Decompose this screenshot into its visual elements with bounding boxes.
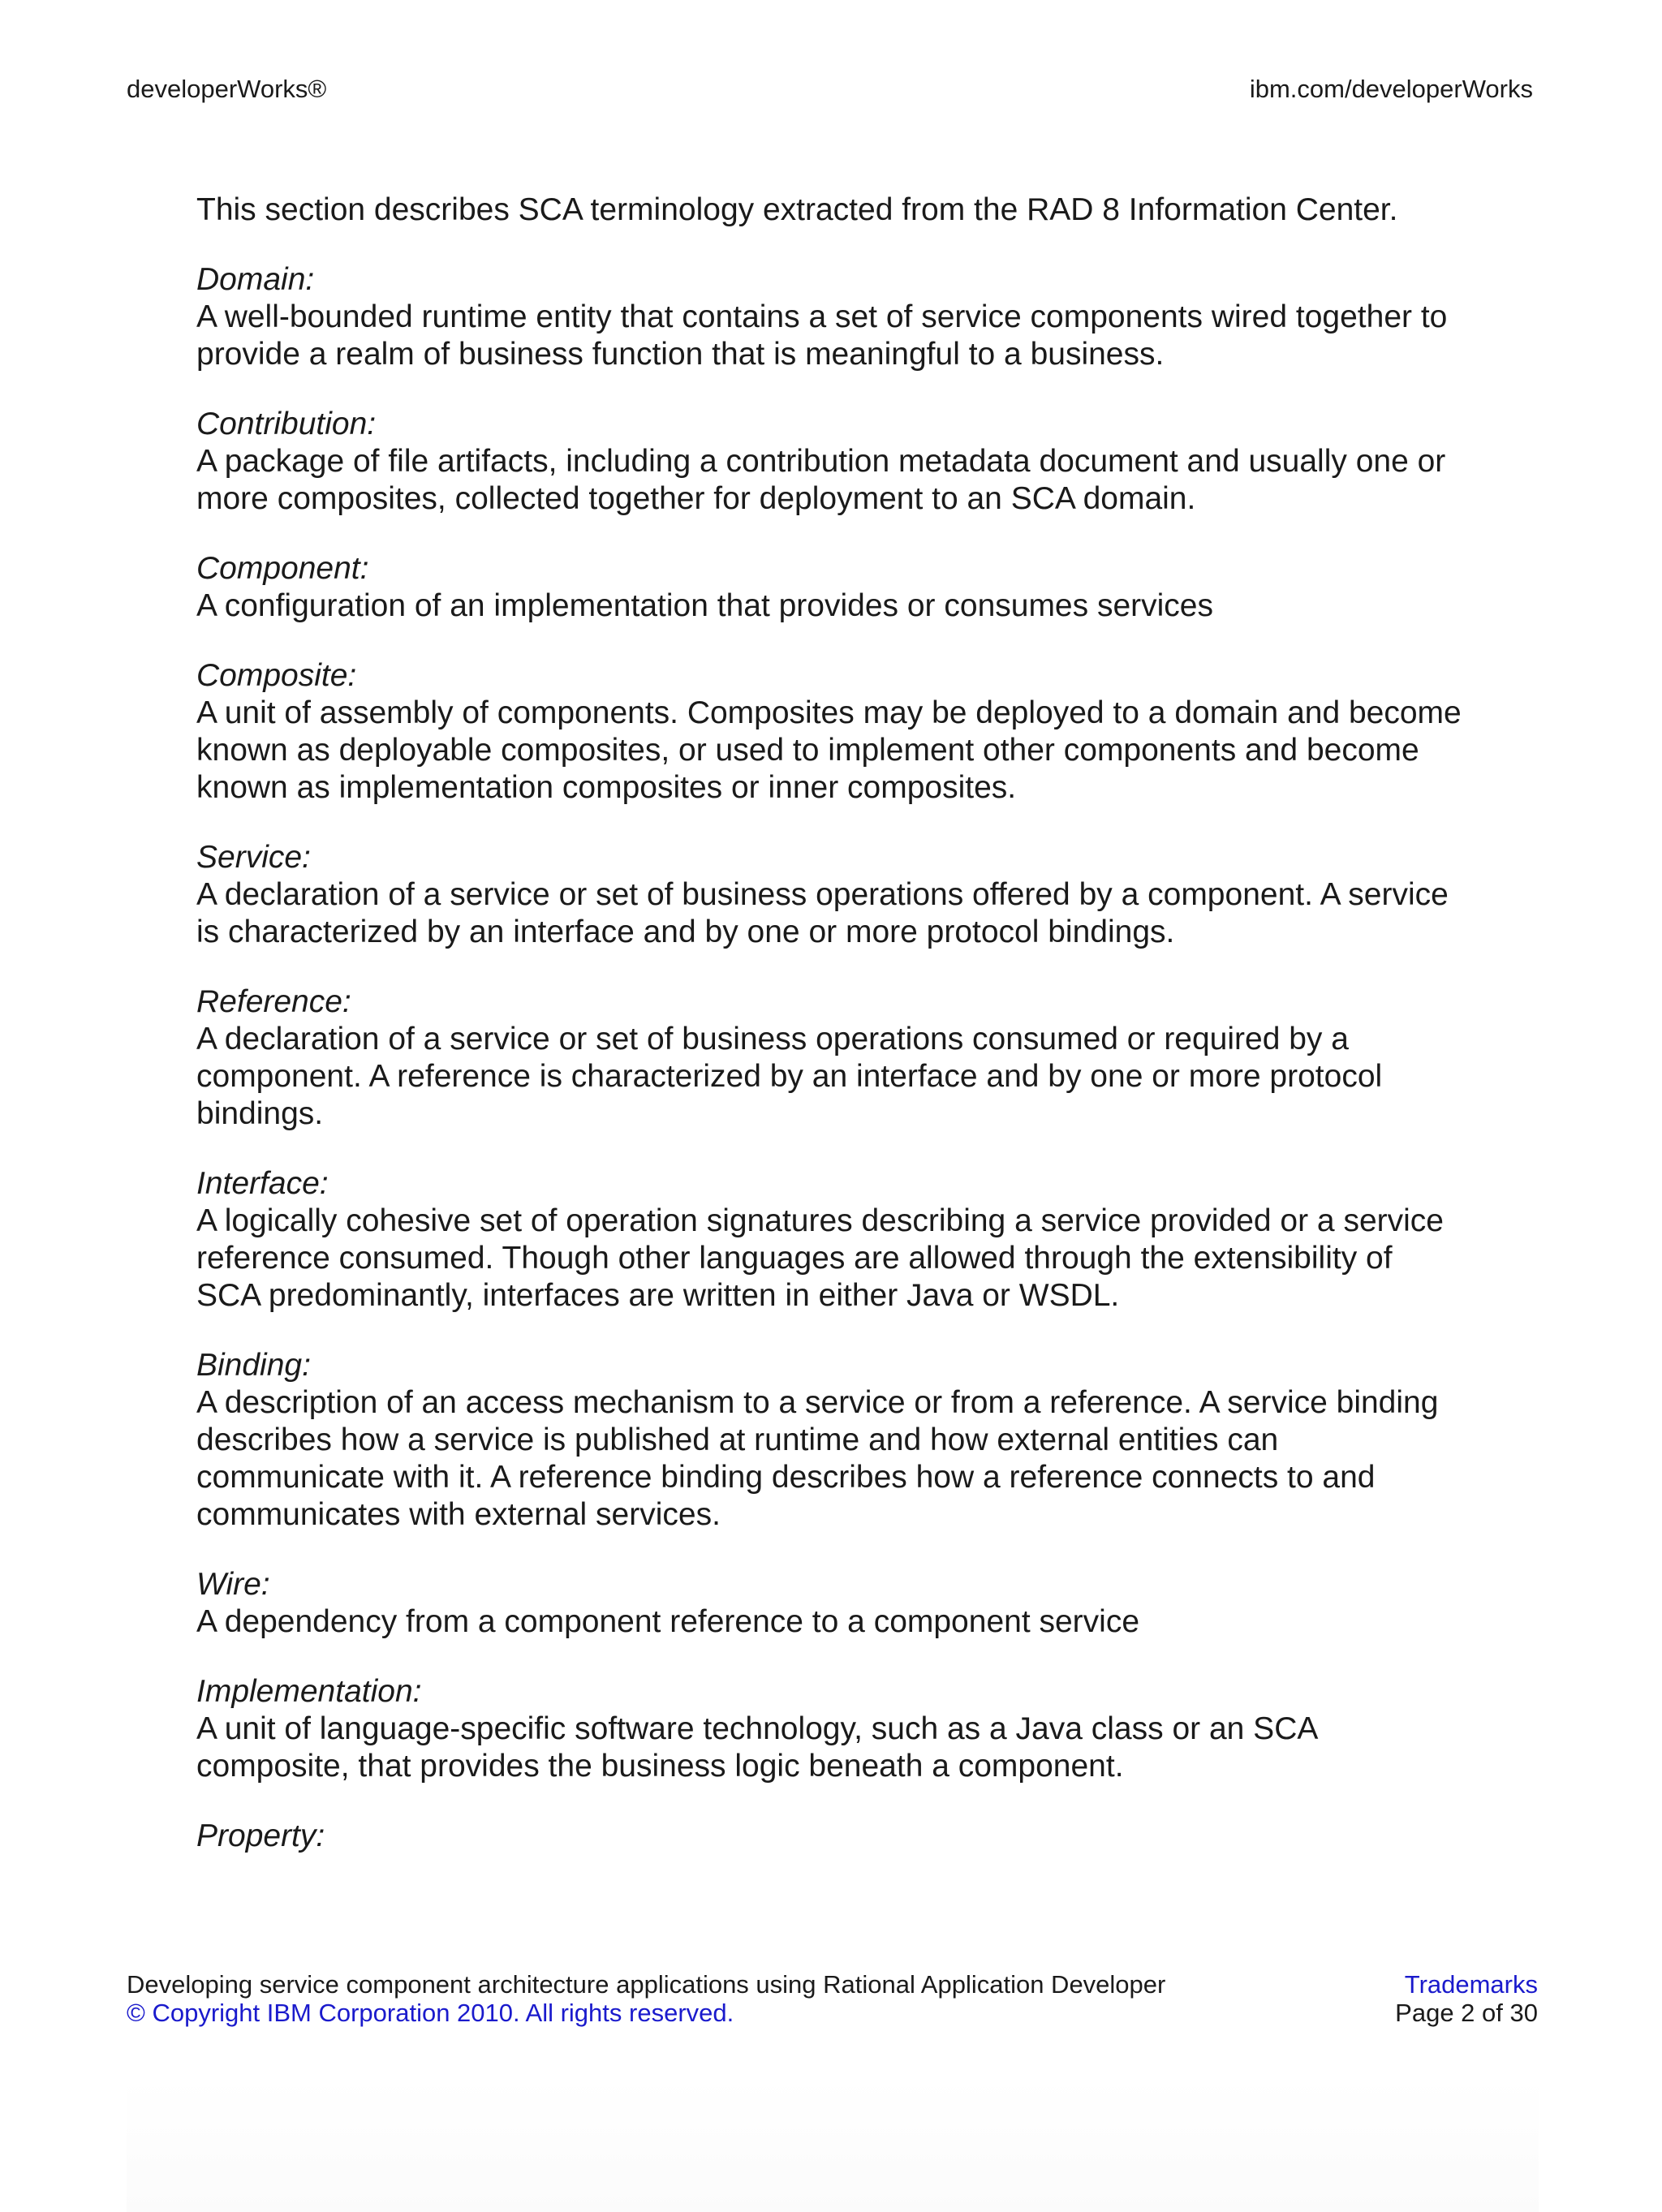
glossary-entry-domain (196, 261, 1462, 373)
term-label: Interface: (196, 1166, 329, 1201)
header-site-url: ibm.com/developerWorks (1249, 75, 1533, 103)
footer-right (1395, 1970, 1538, 2027)
glossary-entry-property (196, 1818, 1462, 1855)
glossary-content (196, 192, 1462, 1887)
glossary-entry-reference (196, 983, 1462, 1133)
term-definition: A logically cohesive set of operation signatures describing a service provided or a service reference consumed. Though other languages are allowed through the extensibility of SCA predominantly, interfaces are written in either Java or WSDL. (196, 1203, 1444, 1313)
page-number: Page 2 of 30 (1395, 1999, 1538, 2027)
glossary-entry-interface (196, 1165, 1462, 1315)
term-label: Contribution: (196, 407, 377, 441)
term-label: Implementation: (196, 1674, 422, 1709)
glossary-entry-implementation (196, 1673, 1462, 1785)
term-definition: A well-bounded runtime entity that contains a set of service components wired together to provide a realm of business function that is meaningful to a business. (196, 299, 1448, 372)
glossary-entry-binding (196, 1347, 1462, 1534)
term-definition: A unit of language-specific software technology, such as a Java class or an SCA composite, that provides the business logic beneath a component. (196, 1711, 1317, 1784)
glossary-entry-composite (196, 657, 1462, 807)
copyright-link[interactable]: © Copyright IBM Corporation 2010. All rights reserved. (127, 1999, 734, 2027)
footer-article-title: Developing service component architecture applications using Rational Application Developer (127, 1970, 1166, 1999)
term-definition: A dependency from a component reference to a component service (196, 1604, 1140, 1639)
term-label: Property: (196, 1818, 325, 1853)
page-bottom-margin (127, 2077, 1539, 2212)
term-label: Binding: (196, 1348, 311, 1383)
term-definition: A package of file artifacts, including a contribution metadata document and usually one or more composites, collected together for deployment to an SCA domain. (196, 444, 1446, 516)
header-brand: developerWorks® (127, 75, 327, 103)
term-label: Domain: (196, 262, 315, 297)
term-definition: A declaration of a service or set of business operations consumed or required by a component. A reference is characterized by an interface and by one or more protocol bindings. (196, 1022, 1383, 1131)
term-label: Reference: (196, 984, 351, 1019)
term-definition: A unit of assembly of components. Composites may be deployed to a domain and become known as deployable composites, or used to implement other components and become known as implementation composites or inner composites. (196, 695, 1462, 805)
trademarks-link[interactable]: Trademarks (1404, 1970, 1538, 1999)
term-label: Component: (196, 551, 369, 586)
term-label: Composite: (196, 658, 357, 693)
glossary-entry-service (196, 839, 1462, 951)
glossary-entry-component (196, 550, 1462, 625)
term-definition: A declaration of a service or set of business operations offered by a component. A service is characterized by an interface and by one or more protocol bindings. (196, 877, 1449, 949)
term-label: Service: (196, 840, 311, 875)
glossary-entry-contribution (196, 406, 1462, 518)
term-definition: A configuration of an implementation that provides or consumes services (196, 588, 1213, 623)
intro-paragraph: This section describes SCA terminology extracted from the RAD 8 Information Center. (196, 192, 1398, 227)
term-definition: A description of an access mechanism to a service or from a reference. A service binding describes how a service is published at runtime and how external entities can communicate with it. A reference binding describes how a reference connects to and communicates with external services. (196, 1385, 1439, 1532)
footer-left (127, 1970, 1165, 2027)
glossary-entry-wire (196, 1566, 1462, 1641)
term-label: Wire: (196, 1567, 270, 1602)
